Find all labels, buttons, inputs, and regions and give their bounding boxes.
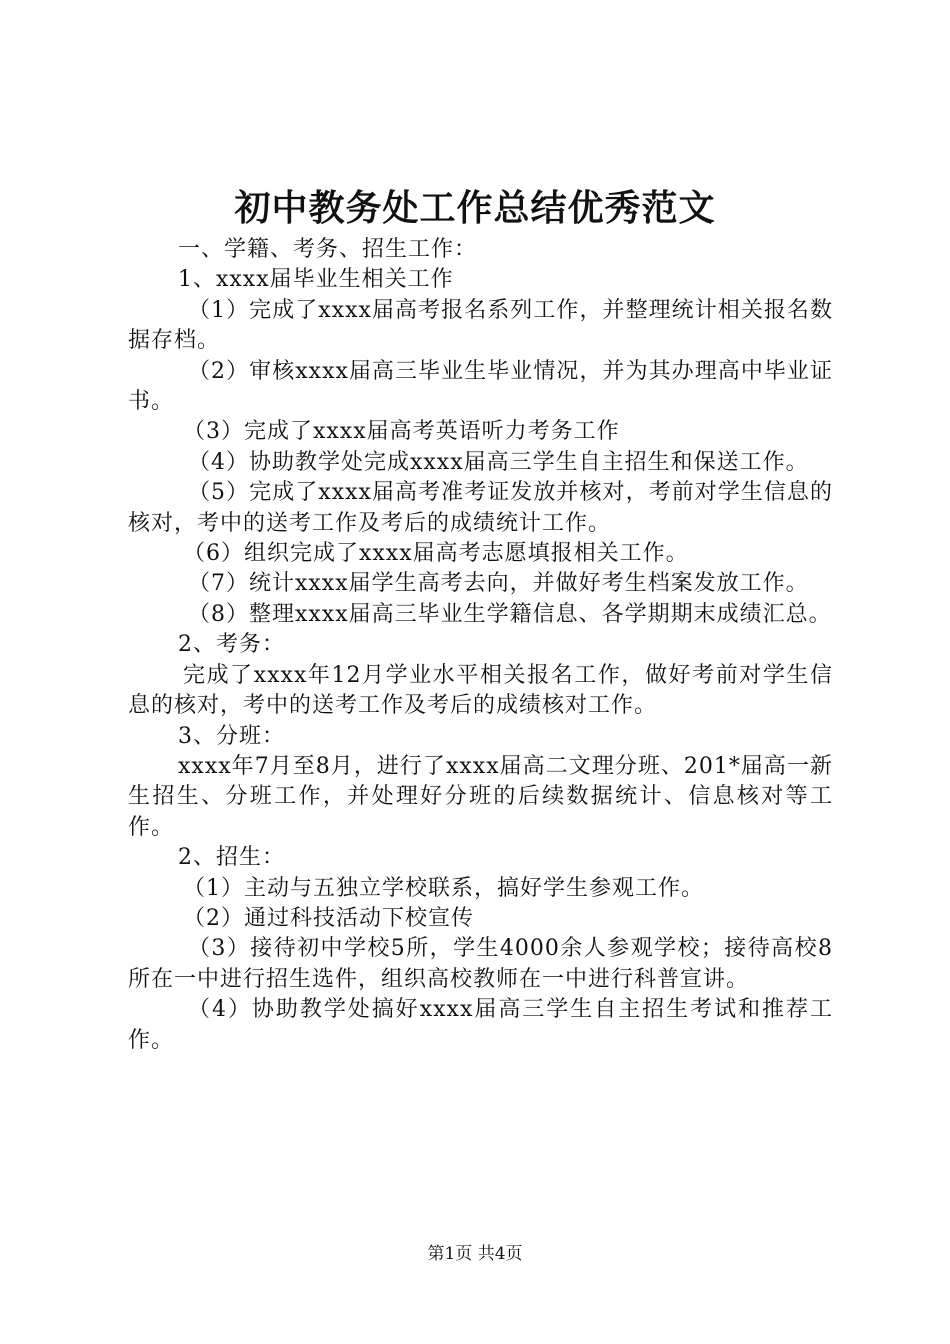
page-number-footer: 第1页 共4页 <box>427 1244 523 1264</box>
list-item: （4）协助教学处完成xxxx届高三学生自主招生和保送工作。 <box>188 449 809 475</box>
list-item: （7）统计xxxx届学生高考去向，并做好考生档案发放工作。 <box>188 571 809 597</box>
list-item: （3）接待初中学校5所，学生4000余人参观学校；接待高校8所在一中进行招生选件，组织高校教师在一中进行科普宣讲。 <box>128 936 833 992</box>
list-item: （4）协助教学处搞好xxxx届高三学生自主招生考试和推荐工作。 <box>128 997 833 1053</box>
paragraph: xxxx年7月至8月，进行了xxxx届高二文理分班、201*届高一新生招生、分班工作，并处理好分班的后续数据统计、信息核对等工作。 <box>128 753 833 840</box>
section-heading-1: 一、学籍、考务、招生工作： <box>178 237 478 262</box>
subsection-heading-enrollment: 2、招生： <box>178 845 285 871</box>
list-item: （1）完成了xxxx届高考报名系列工作，并整理统计相关报名数据存档。 <box>128 297 833 354</box>
document-body <box>128 235 833 1056</box>
list-item: （2）通过科技活动下校宣传 <box>183 905 474 931</box>
list-item: （5）完成了xxxx届高考准考证发放并核对，考前对学生信息的核对，考中的送考工作及考后的成绩统计工作。 <box>128 480 833 536</box>
list-item: （1）主动与五独立学校联系，搞好学生参观工作。 <box>183 875 704 901</box>
paragraph: 完成了xxxx年12月学业水平相关报名工作，做好考前对学生信息的核对，考中的送考工作及考后的成绩核对工作。 <box>128 662 833 719</box>
list-item: （6）组织完成了xxxx届高考志愿填报相关工作。 <box>183 541 689 567</box>
subsection-heading-graduates: 1、xxxx届毕业生相关工作 <box>178 267 454 293</box>
list-item: （8）整理xxxx届高三毕业生学籍信息、各学期期末成绩汇总。 <box>188 601 832 627</box>
subsection-heading-classes: 3、分班： <box>178 723 285 749</box>
document-title: 初中教务处工作总结优秀范文 <box>234 187 716 229</box>
list-item: （3）完成了xxxx届高考英语听力考务工作 <box>183 419 620 445</box>
subsection-heading-exams: 2、考务： <box>178 632 285 658</box>
list-item: （2）审核xxxx届高三毕业生毕业情况，并为其办理高中毕业证书。 <box>128 358 833 415</box>
